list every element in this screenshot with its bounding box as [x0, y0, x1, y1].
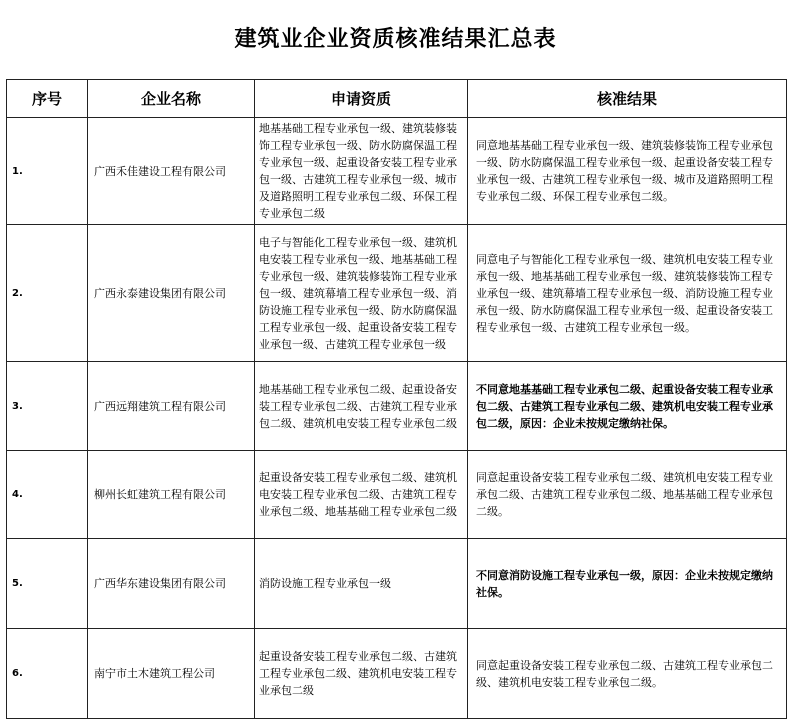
- row-result: 同意电子与智能化工程专业承包一级、建筑机电安装工程专业承包一级、地基基础工程专业承包一级、建筑装修装饰工程专业承包一级、建筑幕墙工程专业承包一级、消防设施工程专业承包一级、防水防腐保温工程专业承包一级、起重设备安装工程专业承包一级、古建筑工程专业承包一级。: [468, 225, 787, 362]
- row-seq: 1.: [7, 118, 88, 225]
- table-row: [7, 539, 787, 629]
- row-applied: 地基基础工程专业承包一级、建筑装修装饰工程专业承包一级、防水防腐保温工程专业承包一级、起重设备安装工程专业承包一级、古建筑工程专业承包一级、城市及道路照明工程专业承包二级、环保工程专业承包二级: [255, 118, 468, 225]
- row-applied: 电子与智能化工程专业承包一级、建筑机电安装工程专业承包一级、地基基础工程专业承包一级、建筑装修装饰工程专业承包一级、建筑幕墙工程专业承包一级、消防设施工程专业承包一级、防水防腐保温工程专业承包一级、起重设备安装工程专业承包一级、古建筑工程专业承包一级: [255, 225, 468, 362]
- row-applied: 地基基础工程专业承包二级、起重设备安装工程专业承包二级、古建筑工程专业承包二级、建筑机电安装工程专业承包二级: [255, 362, 468, 451]
- table-row: [7, 451, 787, 539]
- row-company: 广西永泰建设集团有限公司: [88, 225, 255, 362]
- row-seq: 2.: [7, 225, 88, 362]
- table-row: [7, 629, 787, 719]
- approval-results-table: [6, 79, 787, 719]
- row-company: 广西禾佳建设工程有限公司: [88, 118, 255, 225]
- table-row: [7, 118, 787, 225]
- row-applied: 起重设备安装工程专业承包二级、建筑机电安装工程专业承包二级、古建筑工程专业承包二级、地基基础工程专业承包二级: [255, 451, 468, 539]
- row-company: 广西远翔建筑工程有限公司: [88, 362, 255, 451]
- row-seq: 6.: [7, 629, 88, 719]
- row-result: 同意起重设备安装工程专业承包二级、古建筑工程专业承包二级、建筑机电安装工程专业承包二级。: [468, 629, 787, 719]
- table-header-row: [7, 80, 787, 118]
- row-company: 广西华东建设集团有限公司: [88, 539, 255, 629]
- table-row: [7, 362, 787, 451]
- row-applied: 起重设备安装工程专业承包二级、古建筑工程专业承包二级、建筑机电安装工程专业承包二级: [255, 629, 468, 719]
- row-result: 不同意消防设施工程专业承包一级，原因：企业未按规定缴纳社保。: [468, 539, 787, 629]
- header-applied: 申请资质: [255, 80, 468, 118]
- row-result: 不同意地基基础工程专业承包二级、起重设备安装工程专业承包二级、古建筑工程专业承包二级、建筑机电安装工程专业承包二级，原因：企业未按规定缴纳社保。: [468, 362, 787, 451]
- row-result: 同意地基基础工程专业承包一级、建筑装修装饰工程专业承包一级、防水防腐保温工程专业承包一级、起重设备安装工程专业承包一级、古建筑工程专业承包一级、城市及道路照明工程专业承包二级、环保工程专业承包二级。: [468, 118, 787, 225]
- row-company: 柳州长虹建筑工程有限公司: [88, 451, 255, 539]
- page-title: 建筑业企业资质核准结果汇总表: [234, 26, 557, 52]
- table-row: [7, 225, 787, 362]
- row-result: 同意起重设备安装工程专业承包二级、建筑机电安装工程专业承包二级、古建筑工程专业承包二级、地基基础工程专业承包二级。: [468, 451, 787, 539]
- row-seq: 5.: [7, 539, 88, 629]
- row-company: 南宁市土木建筑工程公司: [88, 629, 255, 719]
- header-seq: 序号: [7, 80, 88, 118]
- row-seq: 4.: [7, 451, 88, 539]
- row-seq: 3.: [7, 362, 88, 451]
- header-company: 企业名称: [88, 80, 255, 118]
- row-applied: 消防设施工程专业承包一级: [255, 539, 468, 629]
- header-result: 核准结果: [468, 80, 787, 118]
